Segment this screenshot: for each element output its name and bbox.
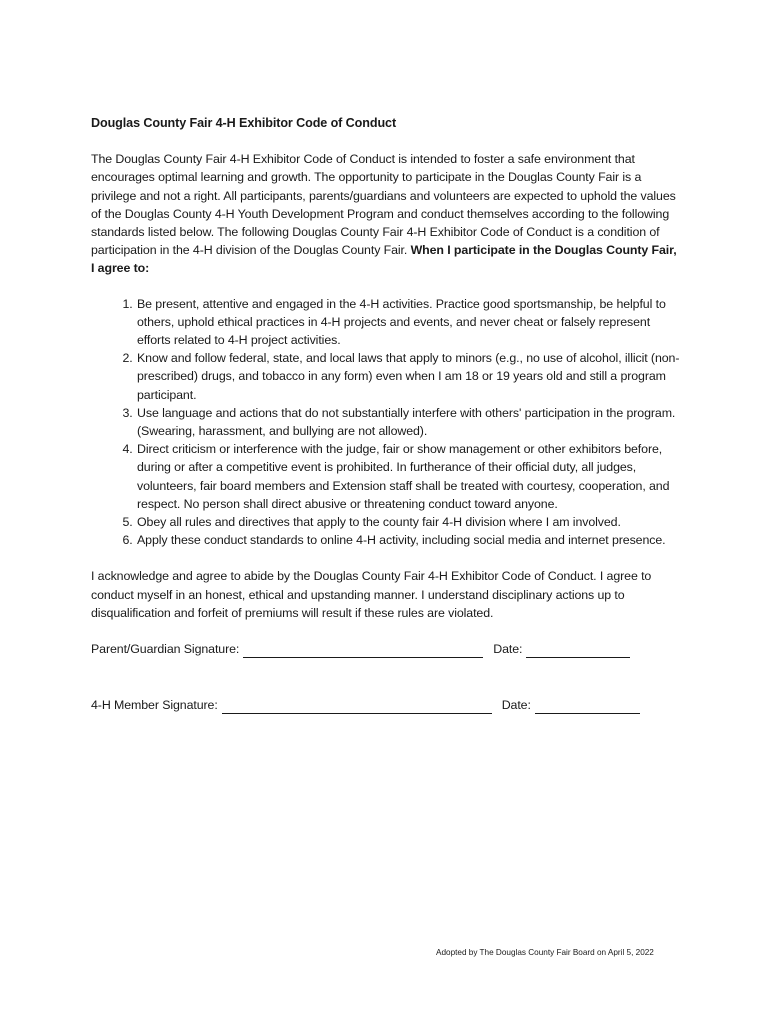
member-signature-row	[91, 696, 681, 714]
rule-item: 1. Be present, attentive and engaged in the 4-H activities. Practice good sportsmanship, be helpful to others, uphold ethical practices in 4-H projects and events, and never cheat or falsely represent efforts related to 4-H project activities.	[136, 295, 681, 350]
acknowledgement-paragraph: I acknowledge and agree to abide by the Douglas County Fair 4-H Exhibitor Code of Conduct. I agree to conduct myself in an honest, ethical and upstanding manner. I understand disciplinary actions up to disqualification and forfeit of premiums will result if these rules are violated.	[91, 569, 652, 620]
parent-date-label: Date:	[493, 642, 523, 657]
intro-text: The Douglas County Fair 4-H Exhibitor Code of Conduct is intended to foster a safe environment that encourages optimal learning and growth. The opportunity to participate in the Douglas County Fair is a privilege and not a right. All participants, parents/guardians and volunteers are expected to uphold the values of the Douglas County 4-H Youth Development Program and conduct themselves according to the following standards listed below. The following Douglas County Fair 4-H Exhibitor Code of Conduct is a condition of participation in the 4-H division of the Douglas County Fair.	[91, 152, 676, 258]
rules-list	[91, 295, 681, 550]
member-date-line[interactable]	[535, 699, 640, 714]
parent-date-line[interactable]	[526, 643, 630, 658]
document-title: Douglas County Fair 4-H Exhibitor Code of Conduct	[91, 116, 397, 130]
member-signature-line[interactable]	[222, 699, 492, 714]
parent-signature-row	[91, 640, 681, 658]
rule-item: 3. Use language and actions that do not substantially interfere with others' participation in the program. (Swearing, harassment, and bullying are not allowed).	[136, 404, 681, 440]
document-body	[91, 114, 681, 714]
rule-item: 6. Apply these conduct standards to online 4-H activity, including social media and internet presence.	[136, 531, 681, 549]
rule-item: 5. Obey all rules and directives that apply to the county fair 4-H division where I am involved.	[136, 513, 681, 531]
intro-bold-text: When I participate in the Douglas County Fair, I agree to:	[91, 243, 677, 276]
rule-item: 4. Direct criticism or interference with the judge, fair or show management or other exhibitors before, during or after a competitive event is prohibited. In furtherance of their official duty, all judges, volunteers, fair board members and Extension staff shall be treated with courtesy, cooperation, and respect. No person shall direct abusive or threatening conduct toward anyone.	[136, 440, 681, 513]
rule-item: 2. Know and follow federal, state, and local laws that apply to minors (e.g., no use of alcohol, illicit (non-prescribed) drugs, and tobacco in any form) even when I am 18 or 19 years old and still a program participant.	[136, 349, 681, 404]
member-signature-label: 4-H Member Signature:	[91, 698, 218, 713]
parent-signature-label: Parent/Guardian Signature:	[91, 642, 240, 657]
member-date-label: Date:	[501, 698, 531, 713]
adoption-footer: Adopted by The Douglas County Fair Board on April 5, 2022	[436, 948, 654, 957]
parent-signature-line[interactable]	[243, 643, 483, 658]
intro-paragraph	[91, 150, 681, 277]
